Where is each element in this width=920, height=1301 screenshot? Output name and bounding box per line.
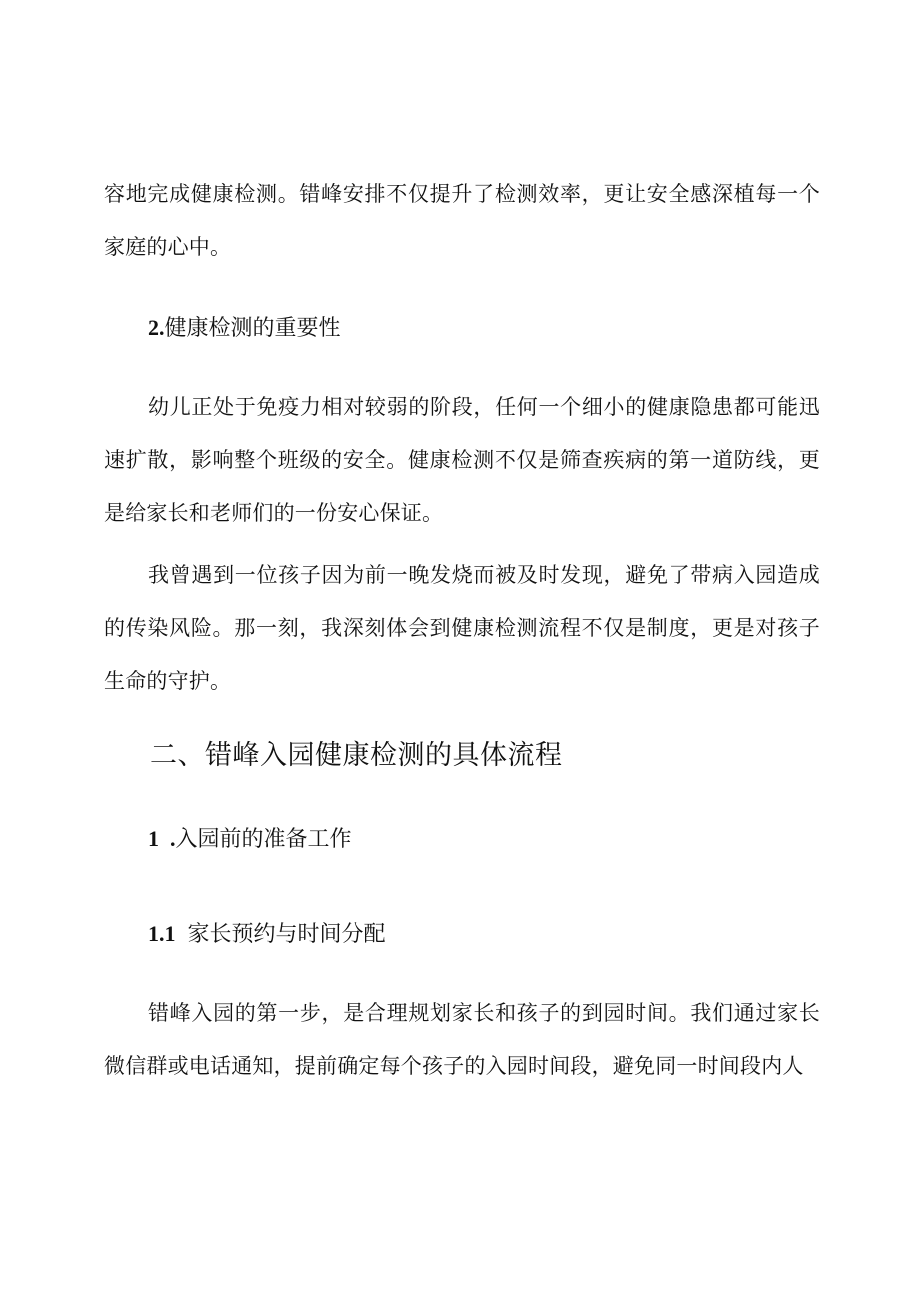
paragraph-health-check-completion: 容地完成健康检测。错峰安排不仅提升了检测效率，更让安全感深植每一个家庭的心中。	[104, 182, 820, 259]
heading-number: 1.1	[148, 921, 176, 946]
paragraph-immunity-risk: 幼儿正处于免疫力相对较弱的阶段，任何一个细小的健康隐患都可能迅速扩散，影响整个班级的安全。健康检测不仅是筛查疾病的第一道防线，更是给家长和老师们的一份安心保证。	[104, 395, 820, 525]
heading-text: 入园前的准备工作	[175, 827, 352, 852]
heading-importance-of-health-check	[148, 313, 341, 344]
heading-number: 2.	[148, 315, 165, 340]
heading-number: 1 .	[148, 826, 176, 851]
paragraph-staggered-entry-first-step: 错峰入园的第一步，是合理规划家长和孩子的到园时间。我们通过家长微信群或电话通知，提前确定每个孩子的入园时间段，避免同一时间段内人	[104, 1001, 820, 1078]
heading-text: 健康检测的重要性	[164, 316, 341, 341]
heading-section-two-process: 二、错峰入园健康检测的具体流程	[150, 740, 563, 771]
heading-parent-booking	[148, 919, 386, 950]
heading-preparation-before-entry	[148, 824, 352, 855]
paragraph-fever-story: 我曾遇到一位孩子因为前一晚发烧而被及时发现，避免了带病入园造成的传染风险。那一刻，我深刻体会到健康检测流程不仅是制度，更是对孩子生命的守护。	[104, 563, 820, 693]
heading-text: 家长预约与时间分配	[187, 922, 386, 947]
